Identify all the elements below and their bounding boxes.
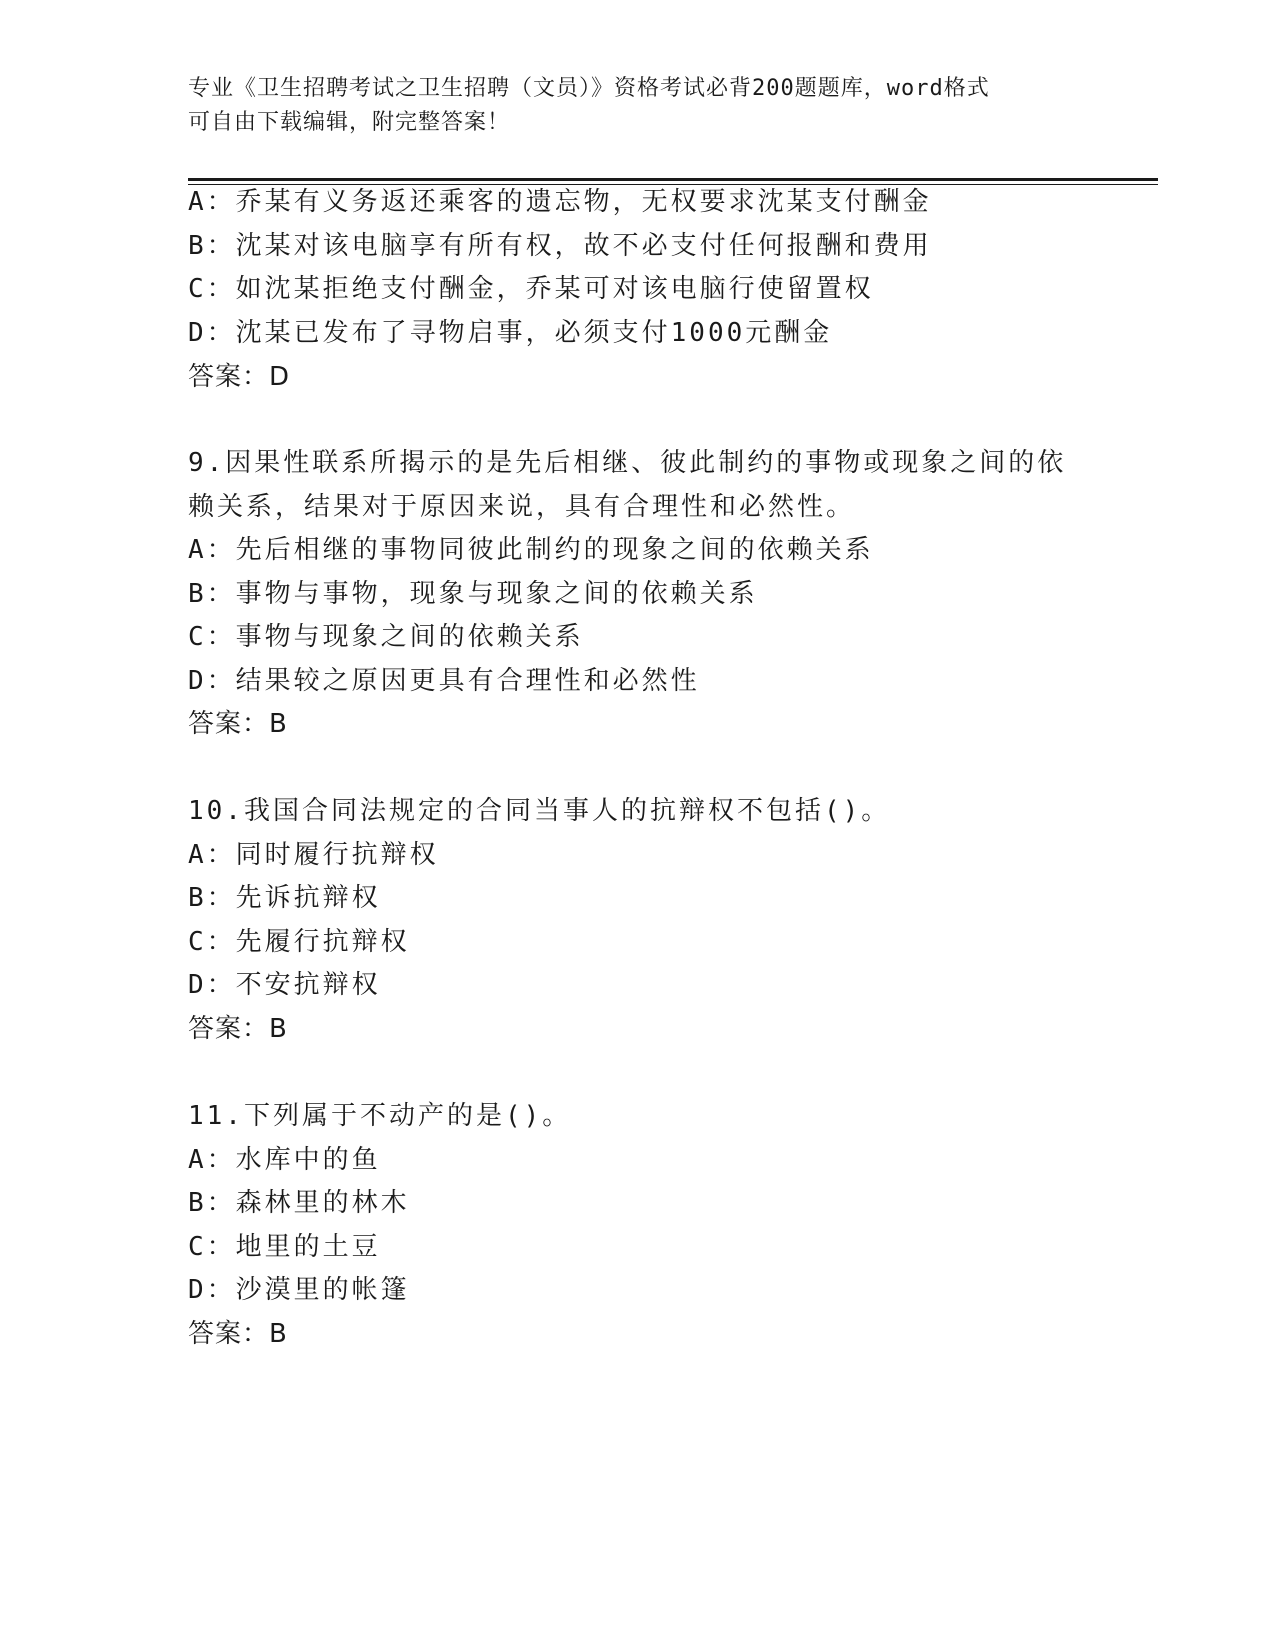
q11-option-c: C：地里的土豆 bbox=[188, 1232, 381, 1262]
header-title-line1: 专业《卫生招聘考试之卫生招聘（文员）》资格考试必背200题题库，word格式 bbox=[188, 76, 990, 101]
q11-answer: 答案：B bbox=[188, 1319, 288, 1349]
q9-option-b: B：事物与事物，现象与现象之间的依赖关系 bbox=[188, 579, 758, 609]
q11-option-a: A：水库中的鱼 bbox=[188, 1145, 381, 1175]
q10-option-b: B：先诉抗辩权 bbox=[188, 883, 381, 913]
q9-answer: 答案：B bbox=[188, 709, 288, 739]
q11-question: 11.下列属于不动产的是()。 bbox=[188, 1101, 572, 1131]
header-divider-thick bbox=[188, 178, 1158, 181]
q10-option-c: C：先履行抗辩权 bbox=[188, 927, 410, 957]
q9-option-c: C：事物与现象之间的依赖关系 bbox=[188, 622, 584, 652]
q10-option-a: A：同时履行抗辩权 bbox=[188, 840, 439, 870]
q11-option-b: B：森林里的林木 bbox=[188, 1188, 410, 1218]
q8-answer: 答案：D bbox=[188, 362, 291, 392]
document-header bbox=[188, 72, 1088, 140]
q9-option-d: D：结果较之原因更具有合理性和必然性 bbox=[188, 666, 700, 696]
q8-option-d: D：沈某已发布了寻物启事，必须支付1000元酬金 bbox=[188, 318, 833, 348]
q10-question: 10.我国合同法规定的合同当事人的抗辩权不包括()。 bbox=[188, 796, 891, 826]
q11-option-d: D：沙漠里的帐篷 bbox=[188, 1275, 410, 1305]
q8-option-c: C：如沈某拒绝支付酬金，乔某可对该电脑行使留置权 bbox=[188, 274, 874, 304]
q9-question-line1: 9.因果性联系所揭示的是先后相继、彼此制约的事物或现象之间的依 bbox=[188, 448, 1067, 478]
q10-option-d: D：不安抗辩权 bbox=[188, 970, 381, 1000]
q9-question-line2: 赖关系，结果对于原因来说，具有合理性和必然性。 bbox=[188, 492, 856, 522]
q9-option-a: A：先后相继的事物同彼此制约的现象之间的依赖关系 bbox=[188, 535, 874, 565]
header-title-line2: 可自由下载编辑，附完整答案！ bbox=[188, 110, 511, 135]
q8-option-a: A：乔某有义务返还乘客的遗忘物，无权要求沈某支付酬金 bbox=[188, 187, 932, 217]
q10-answer: 答案：B bbox=[188, 1014, 288, 1044]
q8-option-b: B：沈某对该电脑享有所有权，故不必支付任何报酬和费用 bbox=[188, 231, 932, 261]
